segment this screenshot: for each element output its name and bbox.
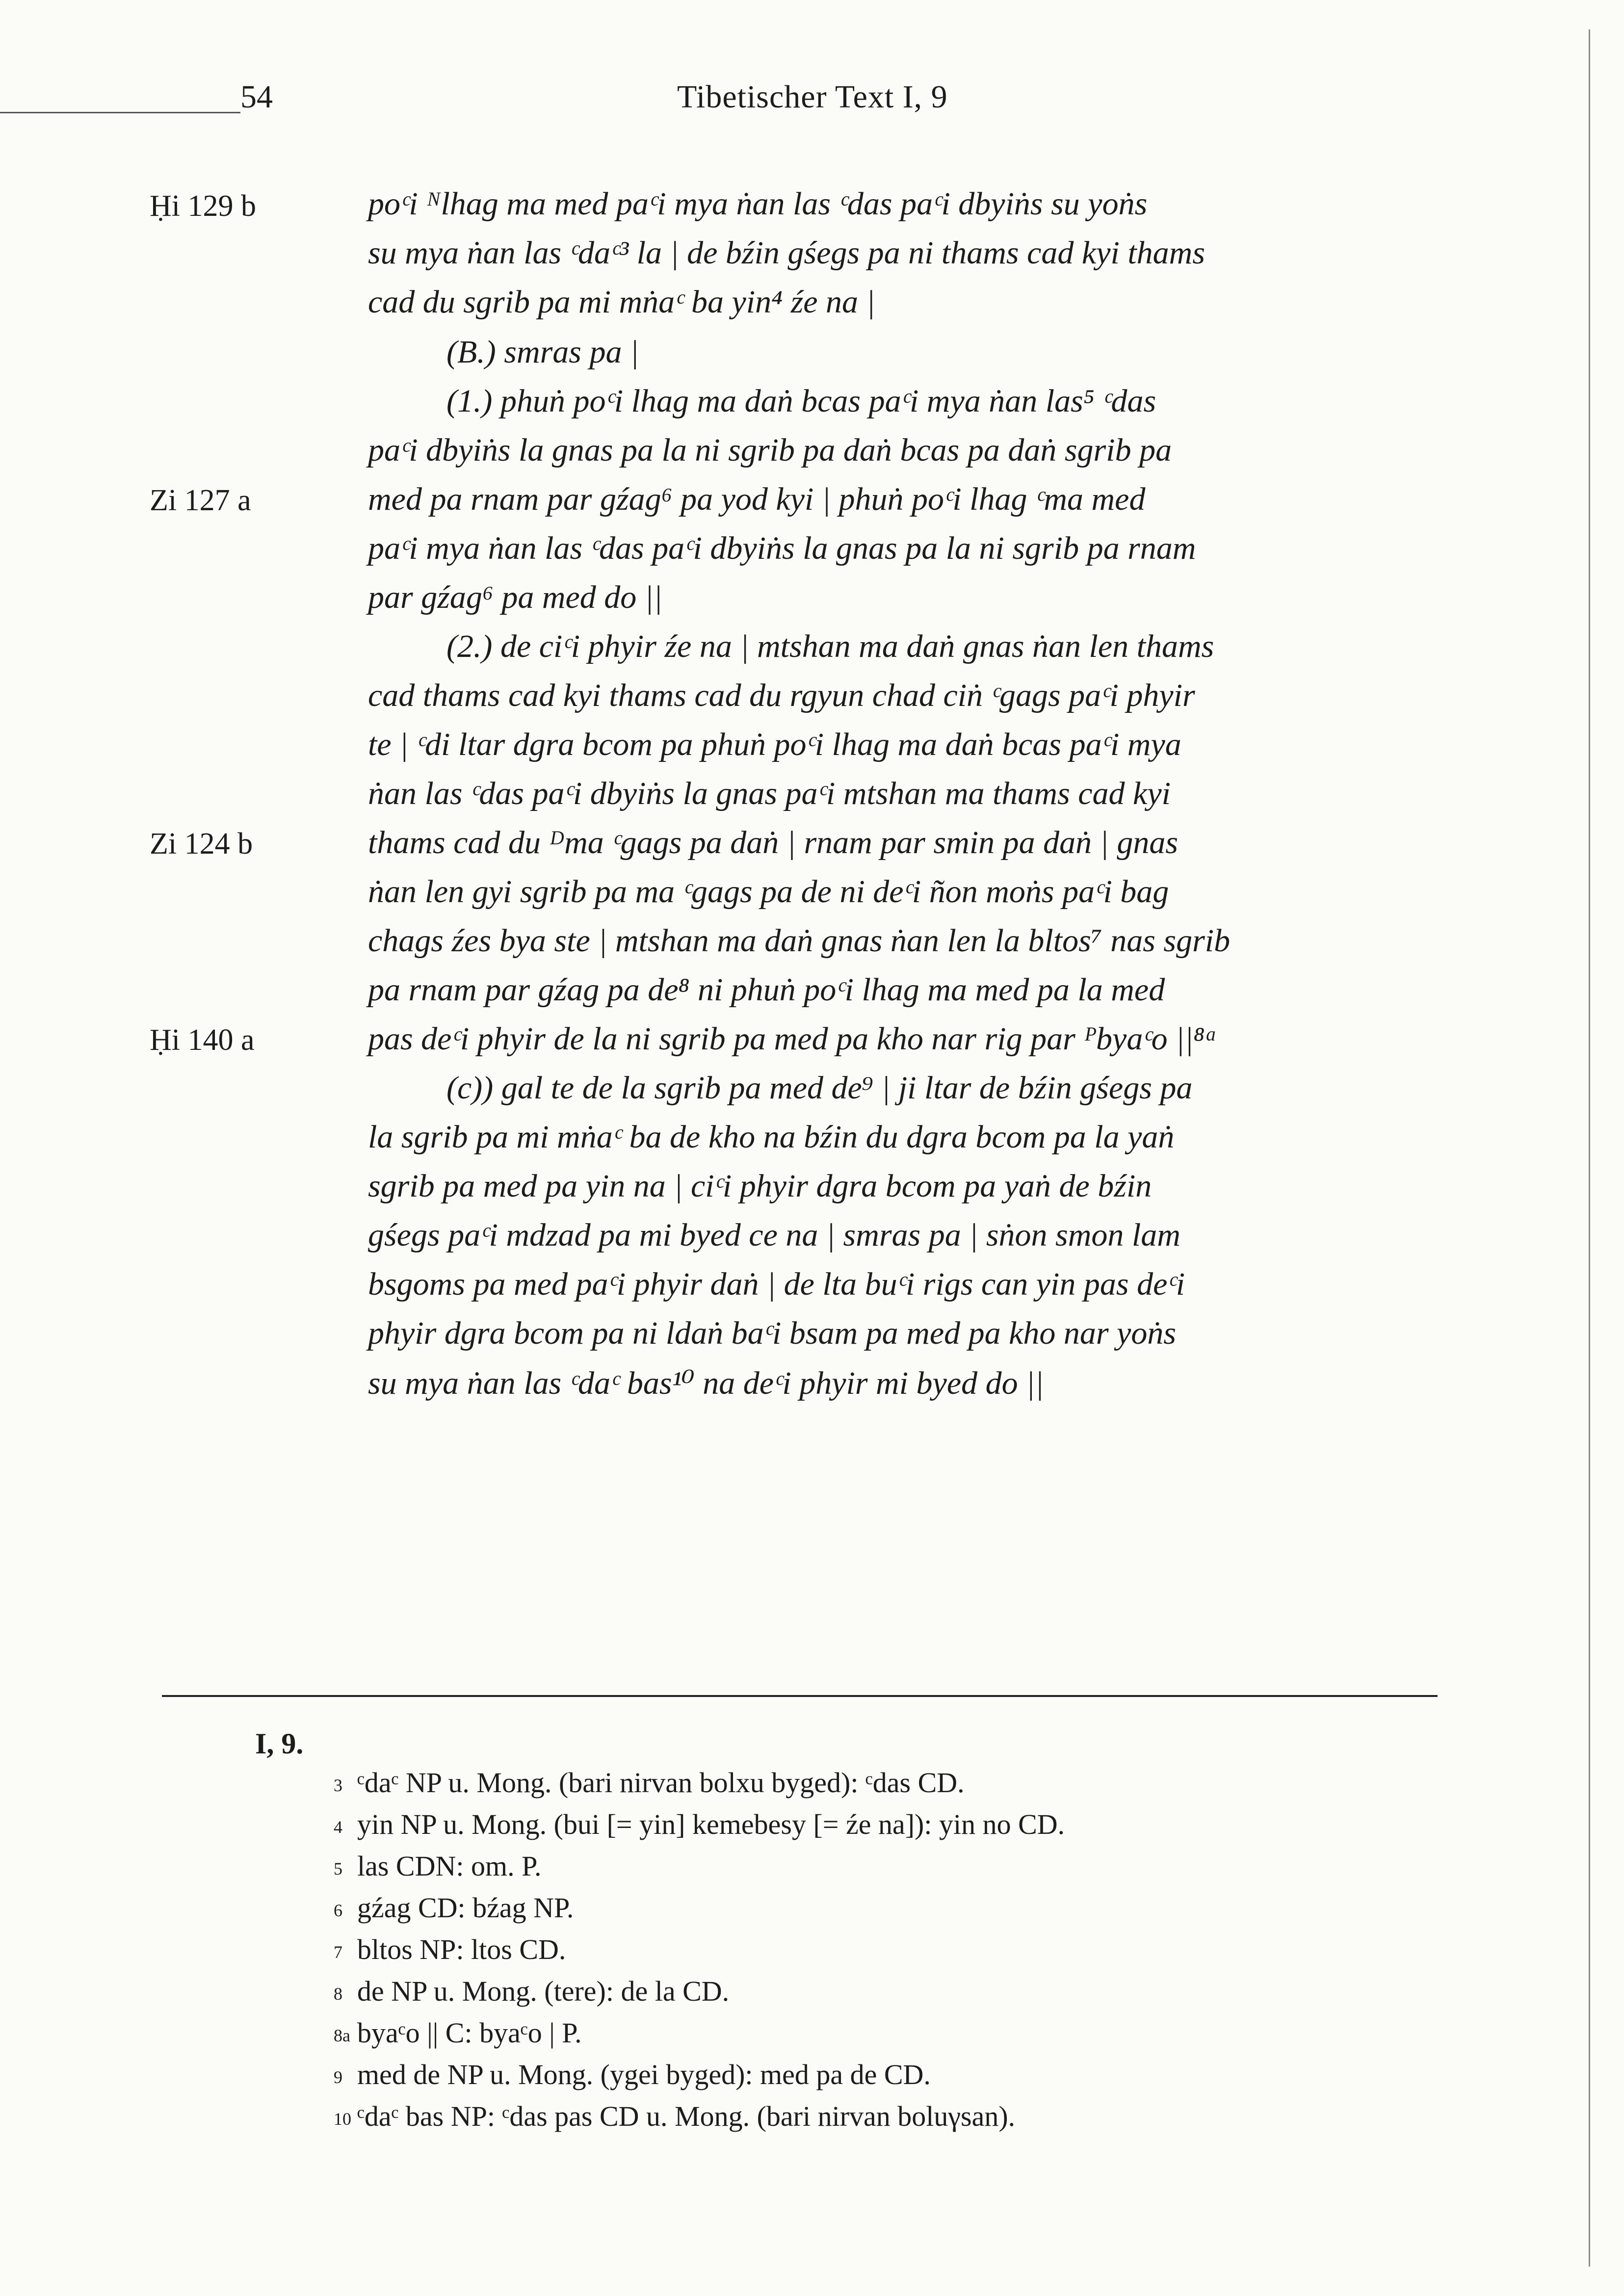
margin-reference: Ḥi 129 b (150, 189, 256, 223)
text-line: chags źes bya ste | mtshan ma daṅ gnas ṅan len la bltos⁷ nas sgrib (368, 923, 1231, 959)
text-line: (2.) de ciᶜi phyir źe na | mtshan ma daṅ gnas ṅan len thams (446, 628, 1214, 664)
text-line: par gźag⁶ pa med do || (368, 579, 663, 615)
page-number: 54 (240, 79, 273, 115)
footnote: 4 yin NP u. Mong. (bui [= yin] kemebesy [= źe na]): yin no CD. (334, 1808, 1065, 1840)
footnote: 7 bltos NP: ltos CD. (334, 1933, 566, 1965)
text-line: te | ᶜdi ltar dgra bcom pa phuṅ poᶜi lhag ma daṅ bcas paᶜi mya (368, 727, 1181, 762)
text-line: (c)) gal te de la sgrib pa med de⁹ | ji ltar de bźin gśegs pa (446, 1070, 1193, 1106)
header-rule (0, 112, 240, 113)
text-line: bsgoms pa med paᶜi phyir daṅ | de lta buᶜi rigs can yin pas deᶜi (368, 1266, 1185, 1302)
running-head: Tibetischer Text I, 9 (677, 79, 948, 115)
footnote: 5 las CDN: om. P. (334, 1850, 542, 1882)
text-line: cad du sgrib pa mi mṅaᶜ ba yin⁴ źe na | (368, 284, 875, 320)
margin-reference: Ḥi 140 a (150, 1023, 255, 1057)
margin-reference: Zi 127 a (150, 484, 251, 517)
footnote: 3 ᶜdaᶜ NP u. Mong. (bari nirvan bolxu byged): ᶜdas CD. (334, 1767, 965, 1799)
footnote-section-title: I, 9. (255, 1727, 304, 1760)
text-line: cad thams cad kyi thams cad du rgyun chad ciṅ ᶜgags paᶜi phyir (368, 678, 1195, 713)
text-line: su mya ṅan las ᶜdaᶜ³ la | de bźin gśegs pa ni thams cad kyi thams (368, 235, 1205, 271)
text-line: paᶜi dbyiṅs la gnas pa la ni sgrib pa daṅ bcas pa daṅ sgrib pa (368, 432, 1172, 468)
text-line: ṅan len gyi sgrib pa ma ᶜgags pa de ni deᶜi ñon moṅs paᶜi bag (368, 874, 1169, 910)
text-line: pa rnam par gźag pa de⁸ ni phuṅ poᶜi lhag ma med pa la med (368, 972, 1165, 1008)
text-line: thams cad du ᴰma ᶜgags pa daṅ | rnam par smin pa daṅ | gnas (368, 825, 1178, 861)
footnote: 8a byaᶜo || C: byaᶜo | P. (334, 2017, 582, 2049)
text-line: (1.) phuṅ poᶜi lhag ma daṅ bcas paᶜi mya ṅan las⁵ ᶜdas (446, 383, 1156, 419)
footnote: 6 gźag CD: bźag NP. (334, 1892, 574, 1924)
text-line: phyir dgra bcom pa ni ldaṅ baᶜi bsam pa med pa kho nar yoṅs (368, 1315, 1177, 1351)
footnote: 10 ᶜdaᶜ bas NP: ᶜdas pas CD u. Mong. (bari nirvan boluγsan). (334, 2100, 1016, 2132)
text-line: med pa rnam par gźag⁶ pa yod kyi | phuṅ poᶜi lhag ᶜma med (368, 481, 1146, 517)
margin-reference: Zi 124 b (150, 827, 253, 861)
text-line: (B.) smras pa | (446, 334, 639, 370)
text-line: su mya ṅan las ᶜdaᶜ bas¹⁰ na deᶜi phyir mi byed do || (368, 1365, 1044, 1401)
text-line: pas deᶜi phyir de la ni sgrib pa med pa kho nar rig par ᴾbyaᶜo ||⁸ᵃ (368, 1021, 1218, 1057)
footnote: 9 med de NP u. Mong. (ygei byged): med pa de CD. (334, 2059, 931, 2090)
text-line: ṅan las ᶜdas paᶜi dbyiṅs la gnas paᶜi mtshan ma thams cad kyi (368, 776, 1171, 811)
scan-edge-line (1589, 29, 1590, 2267)
text-line: paᶜi mya ṅan las ᶜdas paᶜi dbyiṅs la gnas pa la ni sgrib pa rnam (368, 530, 1196, 566)
text-line: poᶜi ᴺlhag ma med paᶜi mya ṅan las ᶜdas paᶜi dbyiṅs su yoṅs (368, 186, 1148, 222)
text-line: gśegs paᶜi mdzad pa mi byed ce na | smras pa | sṅon smon lam (368, 1217, 1180, 1253)
text-line: la sgrib pa mi mṅaᶜ ba de kho na bźin du dgra bcom pa la yaṅ (368, 1119, 1175, 1155)
footnote: 8 de NP u. Mong. (tere): de la CD. (334, 1975, 730, 2007)
text-line: sgrib pa med pa yin na | ciᶜi phyir dgra bcom pa yaṅ de bźin (368, 1168, 1152, 1204)
footnote-separator (162, 1695, 1438, 1697)
